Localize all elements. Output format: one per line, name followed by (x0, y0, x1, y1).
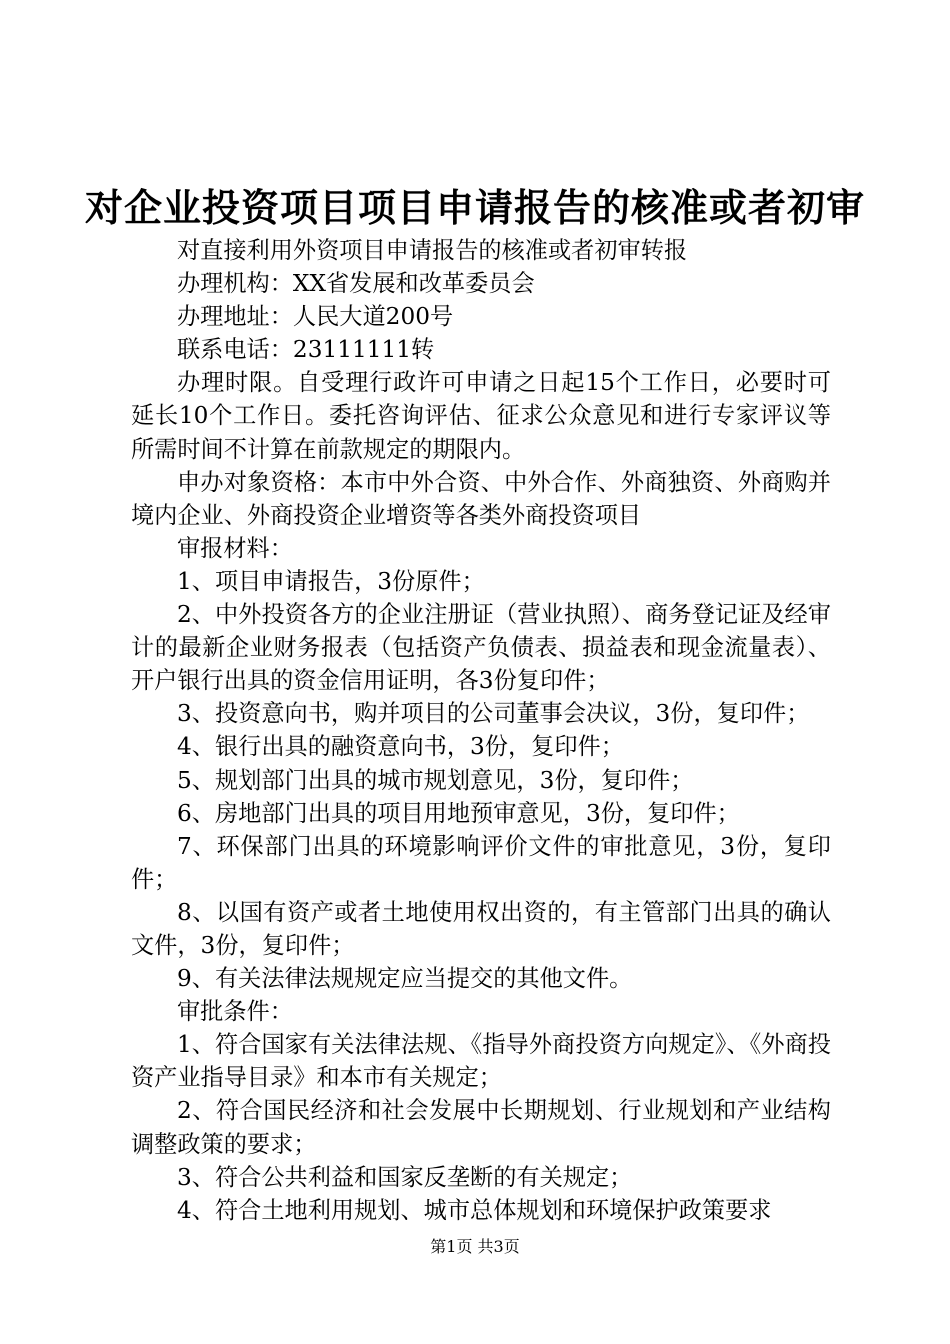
paragraph: 办理机构：XX省发展和改革委员会 (177, 270, 535, 298)
paragraph: 对直接利用外资项目申请报告的核准或者初审转报 (177, 237, 688, 264)
paragraph: 3、符合公共利益和国家反垄断的有关规定； (177, 1163, 633, 1191)
paragraph: 7、环保部门出具的环境影响评价文件的审批意见，3份，复印件； (131, 832, 831, 893)
paragraph: 3、投资意向书，购并项目的公司董事会决议，3份，复印件； (177, 700, 810, 728)
paragraph: 2、符合国民经济和社会发展中长期规划、行业规划和产业结构调整政策的要求； (131, 1097, 831, 1158)
document-title: 对企业投资项目项目申请报告的核准或者初审 (84, 185, 865, 230)
paragraph: 9、有关法律法规规定应当提交的其他文件。 (177, 965, 633, 993)
paragraph: 4、符合土地利用规划、城市总体规划和环境保护政策要求 (177, 1196, 772, 1224)
paragraph: 6、房地部门出具的项目用地预审意见，3份，复印件； (177, 799, 740, 827)
paragraph: 5、规划部门出具的城市规划意见，3份，复印件； (177, 766, 694, 794)
paragraph: 办理时限。自受理行政许可申请之日起15个工作日，必要时可延长10个工作日。委托咨询评估、征求公众意见和进行专家评议等所需时间不计算在前款规定的期限内。 (131, 369, 831, 463)
paragraph: 办理地址：人民大道200号 (177, 303, 454, 331)
paragraph: 审批条件： (177, 998, 293, 1026)
paragraph: 4、银行出具的融资意向书，3份，复印件； (177, 733, 624, 761)
paragraph: 2、中外投资各方的企业注册证（营业执照）、商务登记证及经审计的最新企业财务报表（包括资产负债表、损益表和现金流量表）、开户银行出具的资金信用证明，各3份复印件； (131, 601, 831, 695)
document-body (131, 234, 831, 1227)
page-number-footer: 第1页 共3页 (430, 1237, 520, 1256)
paragraph: 联系电话：23111111转 (177, 336, 435, 364)
paragraph: 申办对象资格：本市中外合资、中外合作、外商独资、外商购并境内企业、外商投资企业增资等各类外商投资项目 (131, 468, 831, 529)
paragraph: 8、以国有资产或者土地使用权出资的，有主管部门出具的确认文件，3份，复印件； (131, 898, 831, 959)
paragraph: 1、项目申请报告，3份原件； (177, 567, 485, 595)
paragraph: 审报材料： (177, 534, 293, 562)
paragraph: 1、符合国家有关法律法规、《指导外商投资方向规定》、《外商投资产业指导目录》和本市有关规定； (131, 1031, 831, 1092)
